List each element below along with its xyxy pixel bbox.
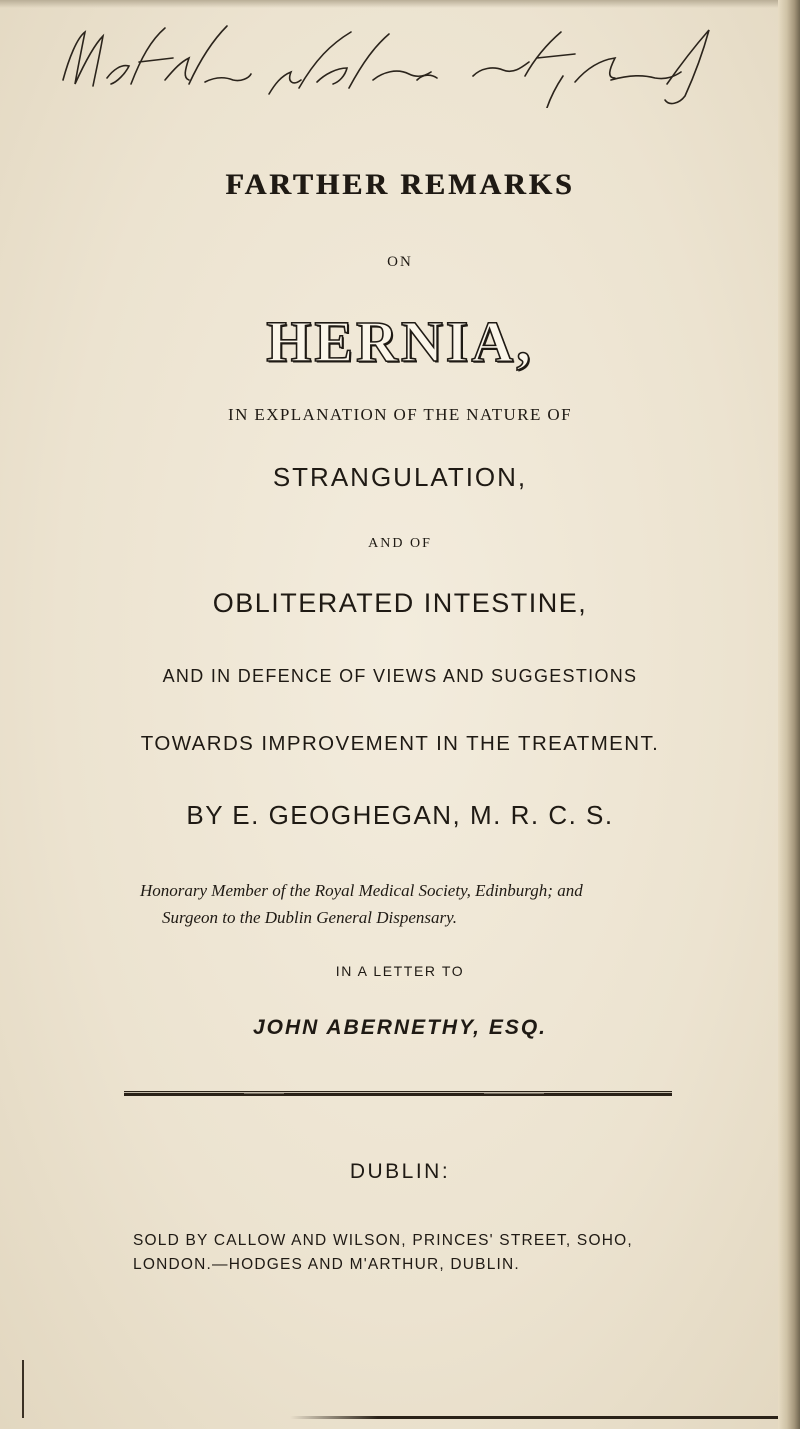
decorative-rule xyxy=(124,1090,672,1098)
title-on: ON xyxy=(387,254,413,270)
letter-intro: IN A LETTER TO xyxy=(335,963,465,979)
page-top-shadow xyxy=(0,0,800,8)
binding-edge xyxy=(778,0,800,1429)
author-credential-honorary: Honorary Member of the Royal Medical Society, Edinburgh; and xyxy=(140,881,583,900)
handwritten-inscription xyxy=(55,18,715,108)
subtitle-strangulation: STRANGULATION, xyxy=(272,462,528,492)
imprint-city: DUBLIN: xyxy=(349,1160,451,1183)
bottom-edge-line xyxy=(290,1416,778,1419)
subtitle-towards-improvement: TOWARDS IMPROVEMENT IN THE TREATMENT. xyxy=(140,732,660,755)
imprint-sold-by: SOLD BY CALLOW AND WILSON, PRINCES' STREET, SOHO, xyxy=(133,1232,633,1249)
subtitle-and-of: AND OF xyxy=(368,536,432,551)
author-credential-surgeon: Surgeon to the Dublin General Dispensary. xyxy=(162,908,457,927)
title-hernia: HERNIA, xyxy=(266,309,534,374)
letter-recipient: JOHN ABERNETHY, ESQ. xyxy=(253,1016,547,1039)
subtitle-explanation: IN EXPLANATION OF THE NATURE OF xyxy=(228,405,572,424)
imprint-london: LONDON.—HODGES AND M'ARTHUR, DUBLIN. xyxy=(133,1256,520,1273)
margin-mark xyxy=(22,1360,24,1418)
title-farther-remarks: FARTHER REMARKS xyxy=(225,168,575,201)
author-line: BY E. GEOGHEGAN, M. R. C. S. xyxy=(186,800,614,830)
subtitle-defence: AND IN DEFENCE OF VIEWS AND SUGGESTIONS xyxy=(162,666,638,686)
subtitle-obliterated-intestine: OBLITERATED INTESTINE, xyxy=(212,588,588,618)
